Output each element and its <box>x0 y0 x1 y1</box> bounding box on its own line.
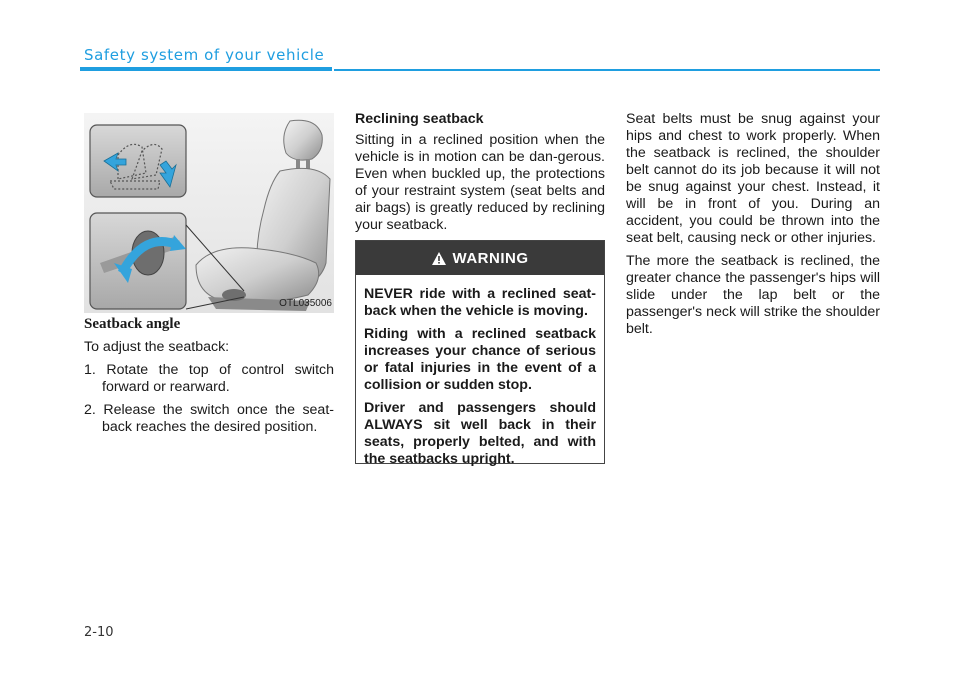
warning-paragraph: Riding with a reclined seatback increases your chance of serious or fatal injuries in the event of a collision or sudden stop. <box>364 326 596 393</box>
right-column <box>626 111 880 344</box>
middle-column <box>355 111 605 240</box>
header-rule-thin <box>334 69 880 71</box>
right-paragraph: Seat belts must be snug against your hips and chest to work properly. When the seatback is reclined, the shoulder belt cannot do its job because it will not be snug against your chest. Instead, it will be in front of you. During an accident, you could be thrown into the seat belt, causing neck or other injuries. <box>626 111 880 246</box>
right-paragraph: The more the seatback is reclined, the greater chance the passenger's hips will slide under the lap belt or the passenger's neck will strike the shoulder belt. <box>626 253 880 337</box>
reclining-body: Sitting in a reclined position when the vehicle is in motion can be dan-gerous. Even when buckled up, the protections of your restraint system (seat belts and air bags) is greatly reduced by reclining your seatback. <box>355 132 605 233</box>
warning-header <box>356 241 604 275</box>
seat-illustration <box>84 113 334 313</box>
warning-paragraph: Driver and passengers should ALWAYS sit well back in their seats, properly belted, and with the seatbacks upright. <box>364 400 596 467</box>
heading-seatback-angle: Seatback angle <box>84 316 181 332</box>
step-1: 1. Rotate the top of control switch forward or rearward. <box>84 362 334 395</box>
heading-reclining-seatback: Reclining seatback <box>355 111 484 127</box>
step-2: 2. Release the switch once the seat-back reaches the desired position. <box>84 402 334 435</box>
warning-body <box>356 275 604 468</box>
left-column <box>84 316 334 442</box>
figure-code: OTL035006 <box>279 298 332 309</box>
recline-motion-inset <box>90 125 186 197</box>
warning-triangle-icon <box>432 252 446 265</box>
warning-box <box>355 240 605 467</box>
warning-paragraph: NEVER ride with a reclined seat-back when the vehicle is moving. <box>364 286 596 319</box>
page-number: 2-10 <box>84 625 114 640</box>
section-title: Safety system of your vehicle <box>84 46 325 64</box>
seat-adjust-diagram <box>84 113 334 313</box>
header-rule-thick <box>80 67 332 71</box>
intro-text: To adjust the seatback: <box>84 339 230 355</box>
warning-label: WARNING <box>452 249 529 267</box>
